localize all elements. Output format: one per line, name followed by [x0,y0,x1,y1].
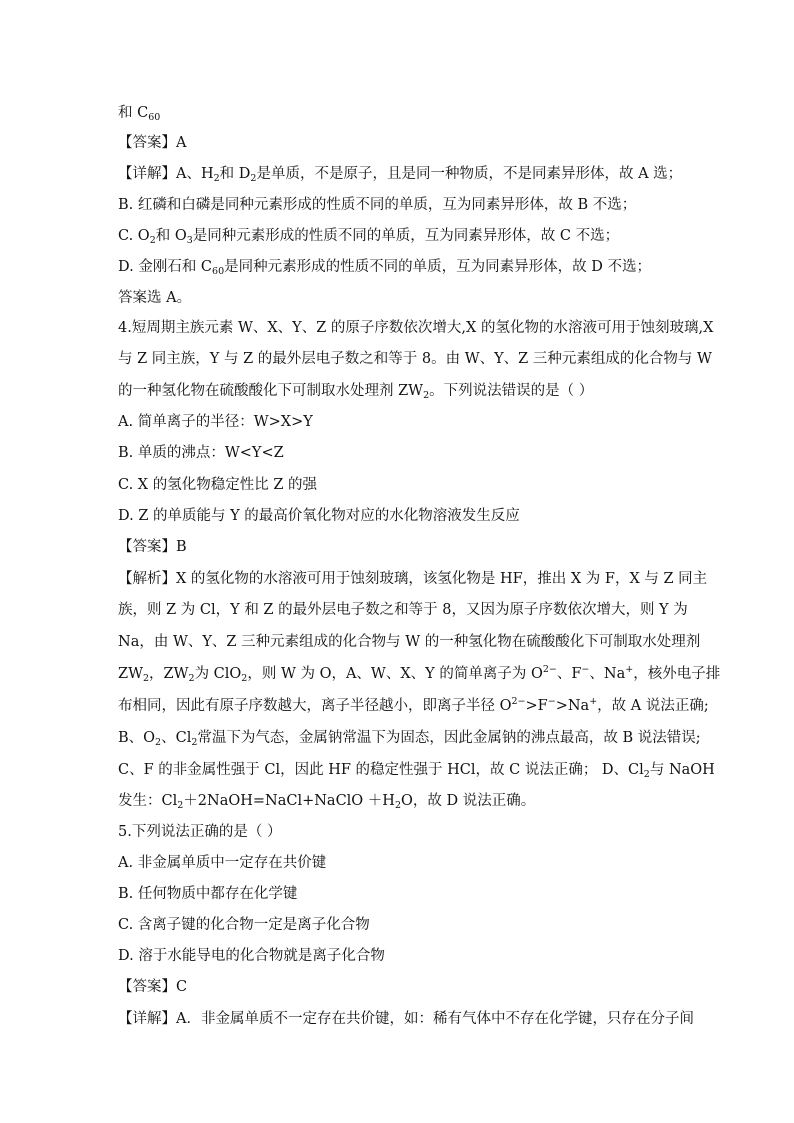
explanation-line: C. $O_2$和 $O_3$是同种元素形成的性质不同的单质，互为同素异形体，故 C 不选； [118,228,620,246]
analysis-line: 族，则 Z 为 Cl，Y 和 Z 的最外层电子数之和等于 8，又因为原子序数依次增大，则 Y 为 [118,602,688,618]
analysis-line: B、$O_2$、$Cl_2$常温下为气态，金属钠常温下为固态，因此金属钠的沸点最高，故 B 说法错误; [118,730,701,748]
question-4-stem: 与 Z 同主族，Y 与 Z 的最外层电子数之和等于 8。由 W、Y、Z 三种元素组成的化合物与 W [118,351,712,367]
question-5-stem: 5.下列说法正确的是（ ） [118,824,282,840]
explanation-line: 【详解】A、$H_2$和 $D_2$是单质，不是原子，且是同一种物质，不是同素异形体，故 A 选； [118,166,683,184]
answer-label: 【答案】A [118,135,187,151]
analysis-line: $ZW_2$，$ZW_2$为 ClO$_2$，则 W 为 O，A、W、X、Y 的简单离子为 $O^{2-}$、F−、Na+，核外电子排 [118,664,721,684]
answer-label: 【答案】C [118,979,188,995]
option-d: D. 溶于水能导电的化合物就是离子化合物 [118,948,385,964]
option-b: B. 单质的沸点：W<Y<Z [118,445,284,461]
analysis-line: C、F 的非金属性强于 Cl，因此 HF 的稳定性强于 HCl，故 C 说法正确； D、$Cl_2$与 NaOH [118,762,715,780]
analysis-line: Na，由 W、Y、Z 三种元素组成的化合物与 W 的一种氢化物在硫酸酸化下可制取水处理剂 [118,634,701,650]
option-a: A. 简单离子的半径：W>X>Y [118,414,313,430]
option-c: C. 含离子键的化合物一定是离子化合物 [118,917,370,933]
explanation-line: 答案选 A。 [118,290,192,306]
option-d: D. Z 的单质能与 Y 的最高价氧化物对应的水化物溶液发生反应 [118,508,520,524]
option-a: A. 非金属单质中一定存在共价键 [118,855,327,871]
question-4-stem: 4.短周期主族元素 W、X、Y、Z 的原子序数依次增大,X 的氢化物的水溶液可用于蚀刻玻璃,X [118,320,714,336]
option-c: C. X 的氢化物稳定性比 Z 的强 [118,477,318,493]
option-b: B. 任何物质中都存在化学键 [118,886,298,902]
text-line: 和 $C_{60}$ [118,105,161,123]
analysis-line: 布相同，因此有原子序数越大，离子半径越小，即离子半径 $O^{2-}>F^->Na^+$，故 A 说法正确; [118,696,709,714]
question-4-stem: 的一种氢化物在硫酸酸化下可制取水处理剂 $ZW_2$。下列说法错误的是（ ） [118,383,594,401]
analysis-line: 发生：$Cl_2+2NaOH=NaCl+NaClO +H_2O$，故 D 说法正确。 [118,793,536,811]
explanation-line: 【详解】A．非金属单质不一定存在共价键，如：稀有气体中不存在化学键，只存在分子间 [118,1011,694,1027]
analysis-line: 【解析】X 的氢化物的水溶液可用于蚀刻玻璃，该氢化物是 HF，推出 X 为 F，X 与 Z 同主 [118,571,708,587]
explanation-line: D. 金刚石和 $C_{60}$是同种元素形成的性质不同的单质，互为同素异形体，故 D 不选； [118,259,651,277]
explanation-line: B. 红磷和白磷是同种元素形成的性质不同的单质，互为同素异形体，故 B 不选； [118,197,637,213]
answer-label: 【答案】B [118,539,187,555]
